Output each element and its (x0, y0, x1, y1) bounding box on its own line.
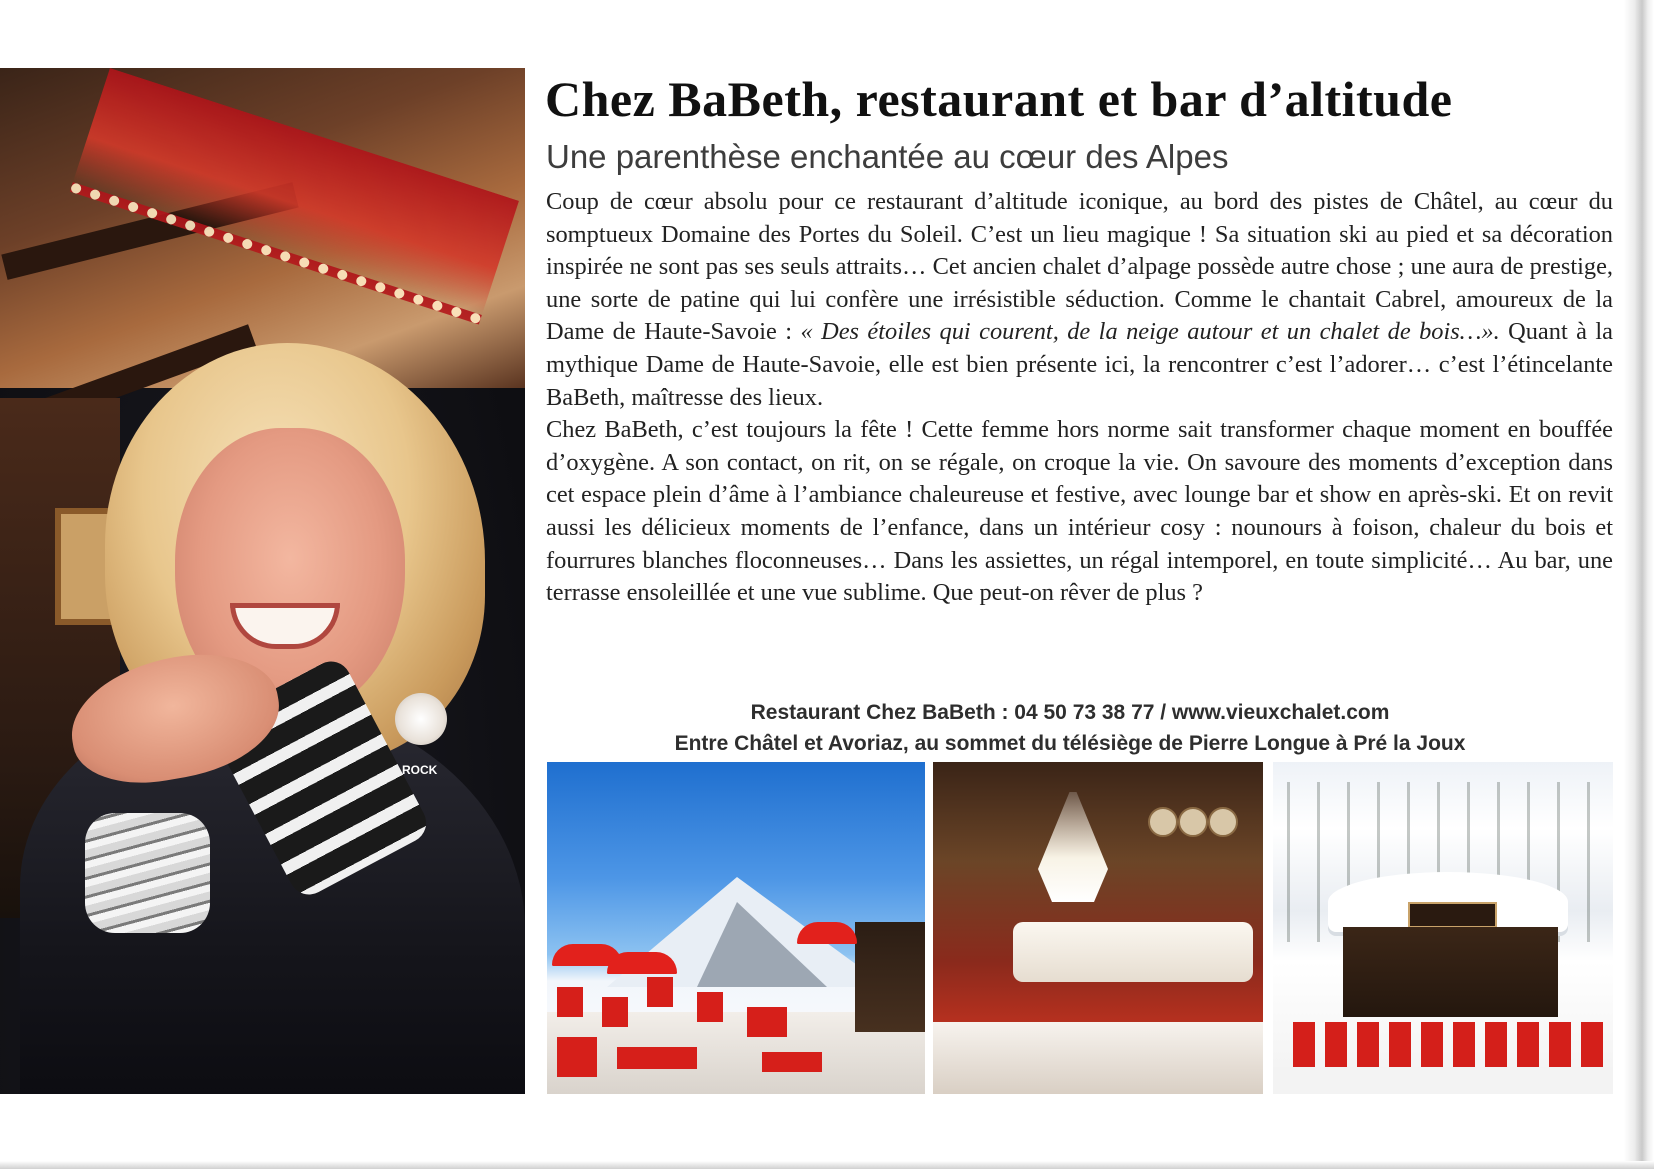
contact-line-location: Entre Châtel et Avoriaz, au sommet du télésiège de Pierre Longue à Pré la Joux (674, 732, 1466, 755)
red-deckchair (602, 997, 628, 1027)
contact-line-phone-web: Restaurant Chez BaBeth : 04 50 73 38 77 / www.vieuxchalet.com (750, 701, 1390, 724)
decor-plate (1178, 807, 1208, 837)
cabrel-quote: « Des étoiles qui courent, de la neige autour et un chalet de bois…». (800, 318, 1500, 346)
red-umbrella (607, 952, 677, 974)
red-deckchair (647, 977, 673, 1007)
page-edge-shadow (0, 1161, 1654, 1169)
red-deckchair (697, 992, 723, 1022)
wooden-chalet (1343, 927, 1558, 1017)
fur-brooch (395, 693, 447, 745)
red-umbrella (797, 922, 857, 944)
decor-plate (1148, 807, 1178, 837)
article-body (546, 186, 1613, 610)
photo-chalet-exterior (1273, 762, 1613, 1094)
portrait-photo (0, 68, 525, 1094)
chalet-sign (1408, 902, 1497, 928)
peak-shadow (697, 902, 827, 987)
fur-rug (933, 1022, 1263, 1094)
contact-block (520, 697, 1620, 759)
article-paragraph-1 (546, 186, 1613, 414)
white-fur-bench (1013, 922, 1253, 982)
article-title: Chez BaBeth, restaurant et bar d’altitude (545, 71, 1453, 127)
red-deckchair (557, 1037, 597, 1077)
rock-badge-text: ROCK (402, 763, 438, 777)
red-deckchair (557, 987, 583, 1017)
page-fold-shadow (1624, 0, 1654, 1169)
silver-bracelets (85, 813, 210, 933)
red-deckchair (617, 1047, 697, 1069)
article-paragraph-2: Chez BaBeth, c’est toujours la fête ! Cette femme hors norme sait transformer chaque moment en bouffée d’oxygène. A son contact, on rit, on se régale, on croque la vie. On savoure des moments d’exception dans cet espace plein d’âme à l’ambiance chaleureuse et festive, avec lounge bar et show en après-ski. Et on revit aussi les délicieux moments de l’enfance, dans un intérieur cosy : nounours à foison, chaleur du bois et fourrures blanches floconneuses… Dans les assiettes, un régal intemporel, en toute simplicité… Au bar, une terrasse ensoleillée et une vue sublime. Que peut-on rêver de plus ? (546, 416, 1613, 607)
photo-interior-lounge (933, 762, 1263, 1094)
red-deckchair (747, 1007, 787, 1037)
lounge-bar-hut (855, 922, 925, 1032)
paragraph-1-text-a: Coup de cœur absolu pour ce restaurant d’altitude iconique, au bord des pistes de Châtel, au cœur du somptueux Domaine des Portes du Soleil. C’est un lieu magique ! Sa situation ski au pied et sa décoration inspirée ne sont pas ses seuls attraits… Cet ancien chalet d’alpage possède autre chose ; une aura de prestige, une sorte de patine qui lui confère une irrésistible séduction. Comme le chantait Cabrel, amoureux de la Dame de Haute-Savoie : (546, 188, 1613, 346)
paragraph-1-text-b: Quant à la mythique Dame de Haute-Savoie, elle est bien présente ici, la rencontrer c’est l’adorer… c’est l’étincelante BaBeth, maîtresse des lieux. (546, 318, 1613, 411)
snow-ground (1273, 1067, 1613, 1094)
red-deckchair (762, 1052, 822, 1072)
crystal-chandelier (1038, 792, 1108, 902)
article-subtitle: Une parenthèse enchantée au cœur des Alpes (546, 138, 1229, 175)
decor-plate (1208, 807, 1238, 837)
photo-terrace-mountain (547, 762, 925, 1094)
